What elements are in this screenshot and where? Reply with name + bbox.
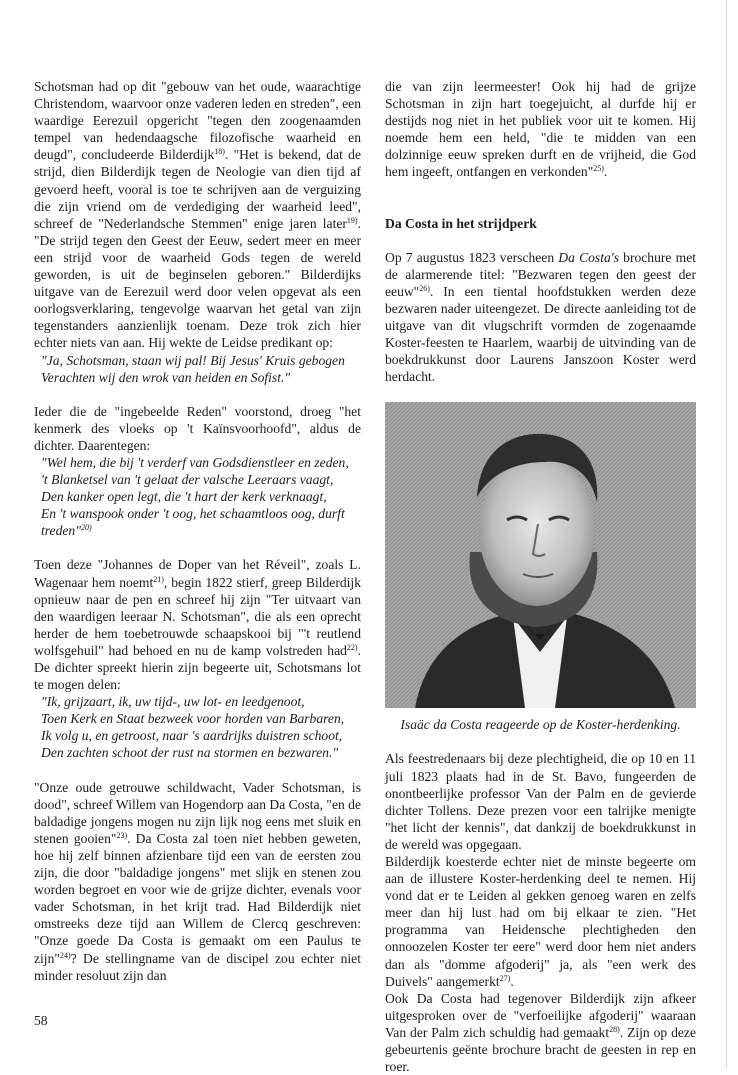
footnote-ref: 26) xyxy=(419,283,430,293)
footnote-ref: 20) xyxy=(80,523,92,533)
section-heading: Da Costa in het strijdperk xyxy=(385,215,537,231)
paragraph: Schotsman had op dit "gebouw van het oude, waarachtige Christendom, waarvoor onze vaderen leden en streden", een waardige Eerezuil opgericht "tegen den zoogenaamden tempel van hedendaagsche filozofische waarheid en deugd", concludeerde Bilderdijk$^{18)}$. "Het is bekend, dat de strijd, dien Bilderdijk tegen de Neologie van dien tijd af gevoerd heeft, vooral is toe te schrijven aan de verguizing die zijn vriend om de verdediging der waarheid leed", schreef de "Nederlandsche Stemmen" enige jaren later$^{19)}$. "De strijd tegen den Geest der Eeuw, sedert meer en meer een strijd voor de waarheid Gods tegen de wereld geworden, is uit de beginselen geboren." Bilderdijks uitgave van de Eerezuil werd door velen opgevat als een oorlogsverklaring, tengevolge waarvan het getal van zijn tegenstanders aanzienlijk toenam. Deze trok zich hier echter niets van aan. Hij wekte de Leidse predikant op: xyxy=(34,79,361,351)
footnote-ref: 25) xyxy=(593,164,604,174)
paragraph: Toen deze "Johannes de Doper van het Réveil", zoals L. Wagenaar hem noemt$^{21)}$, begin 1822 stierf, greep Bilderdijk opnieuw naar de pen en schreef hij zijn "Ter uitvaart van den waardigen leeraar N. Schotsman", die als een oprecht herder de hem toebetrouwde schaapskooi bij "'t reutlend wolfsgehuil" had behoed en nu de kamp volstreden had$^{22)}$. De dichter spreekt hierin zijn begeerte uit, Schotsmans lot te mogen delen: xyxy=(34,557,361,693)
footnote-ref: 24) xyxy=(59,950,71,960)
paragraph: Ook Da Costa had tegenover Bilderdijk zijn afkeer uitgesproken over de "verfoeilijke afgoderij" waaraan Van der Palm zich schuldig had gemaakt$^{28)}$. Zijn op deze gebeurtenis geënte brochure bracht de geesten in rep en roer. xyxy=(385,990,696,1075)
footnote-ref: 22) xyxy=(346,642,358,652)
portrait-image xyxy=(385,402,696,708)
paragraph: Als feestredenaars bij deze plechtigheid, die op 10 en 11 juli 1823 plaats had in de St. Bavo, fungeerden de onontbeerlijke professor Van der Palm en de gevierde dichter Tollens. Deze prezen voor een talrijke menigte "het licht der kennis", dat dankzij de boekdrukkunst in de wereld was opgegaan. xyxy=(385,751,696,852)
right-column xyxy=(385,78,696,1075)
paragraph: Op 7 augustus 1823 verscheen Da Costa's brochure met de alarmerende titel: "Bezwaren tegen den geest der eeuw"$^{26)}$. In een tiental hoofdstukken werden deze bezwaren nader uiteengezet. De directe aanleiding tot de uitgave van dit vlugschrift vormden de zogenaamde Koster-feesten te Haarlem, waarbij de uitvinding van de boekdrukkunst door Laurens Janszoon Koster werd herdacht. xyxy=(385,249,697,385)
footnote-ref: 23) xyxy=(116,830,128,840)
verse-quote: "Ik, grijzaart, ik, uw tijd-, uw lot- en leedgenoot, Toen Kerk en Staat bezweek voor horden van Barbaren, Ik volg u, en getroost, naar 's aardrijks duistren schoot, Den zachten schoot der rust na stormen en bezwaren." xyxy=(41,694,345,761)
paragraph: Bilderdijk koesterde echter niet de minste begeerte om aan de illustere Koster-herdenking deel te nemen. Hij vond dat er te Leiden al gekken genoeg waren en zelfs meer dan hij lust had om bij elkaar te zien. "Het programma van Heidensche plechtigheden den onnoozelen Koster ter eere" werd door hem niet anders dan als "domme afgoderij" ja, als "een werk des Duivels" aangemerkt$^{27)}$. xyxy=(385,853,696,989)
paragraph: "Onze oude getrouwe schildwacht, Vader Schotsman, is dood", schreef Willem van Hogendorp aan Da Costa, "en de baldadige jongens mogen nu zijn lijk nog eens met sluik en stenen gooien"$^{23)}$. Da Costa zal toen niet hebben geweten, hoe hij zelf binnen afzienbare tijd een van de eersten zou zijn, die door "baldadige jongens" met slijk en stenen zou worden begroet en voor wie de grijze dichter, evenals voor vader Schotsman, in het krijt trad. Had Bilderdijk niet omstreeks deze tijd aan Willem de Clercq geschreven: "Onze goede Da Costa is gemaakt om een Paulus te zijn"$^{24)}$? De stellingname van de discipel zou echter niet minder resoluut zijn dan xyxy=(34,779,362,983)
paragraph: Ieder die de "ingebeelde Reden" voorstond, droeg "het kenmerk des vloeks op 't Kaïnsvoorhoofd", aldus de dichter. Daarentegen: xyxy=(34,403,361,453)
portrait-engraving xyxy=(385,402,696,708)
verse-quote: "Ja, Schotsman, staan wij pal! Bij Jesus' Kruis gebogen Verachten wij den wrok van heiden en Sofist." xyxy=(41,352,345,385)
footnote-ref: 21) xyxy=(153,574,164,584)
page-number: 58 xyxy=(34,1013,48,1028)
figure-caption: Isaäc da Costa reageerde op de Koster-herdenking. xyxy=(400,717,681,733)
footnote-ref: 19) xyxy=(346,215,358,225)
page-edge-line xyxy=(726,0,727,1068)
footnote-ref: 28) xyxy=(609,1024,620,1034)
footnote-ref: 18) xyxy=(214,147,225,157)
verse-quote: "Wel hem, die bij 't verderf van Godsdienstleer en zeden, 't Blanketsel van 't gelaat der valsche Leeraars vaagt, Den kanker open legt, die 't hart der kerk verknaagt, En 't wanspook onder 't oog, het schaamtloos oog, durft treden"$^{20)}$ xyxy=(41,454,349,539)
footnote-ref: 27) xyxy=(499,973,511,983)
paragraph: die van zijn leermeester! Ook hij had de grijze Schotsman in zijn hart toegejuicht, al durfde hij er destijds nog niet in het publiek voor uit te komen. Hij noemde hem een held, "die te midden van een dolzinnige eeuw spreken durft en de vrijheid, die God hem ingeeft, ontfangen en verkonden"$^{25)}$. xyxy=(385,79,696,180)
left-column xyxy=(34,78,361,984)
